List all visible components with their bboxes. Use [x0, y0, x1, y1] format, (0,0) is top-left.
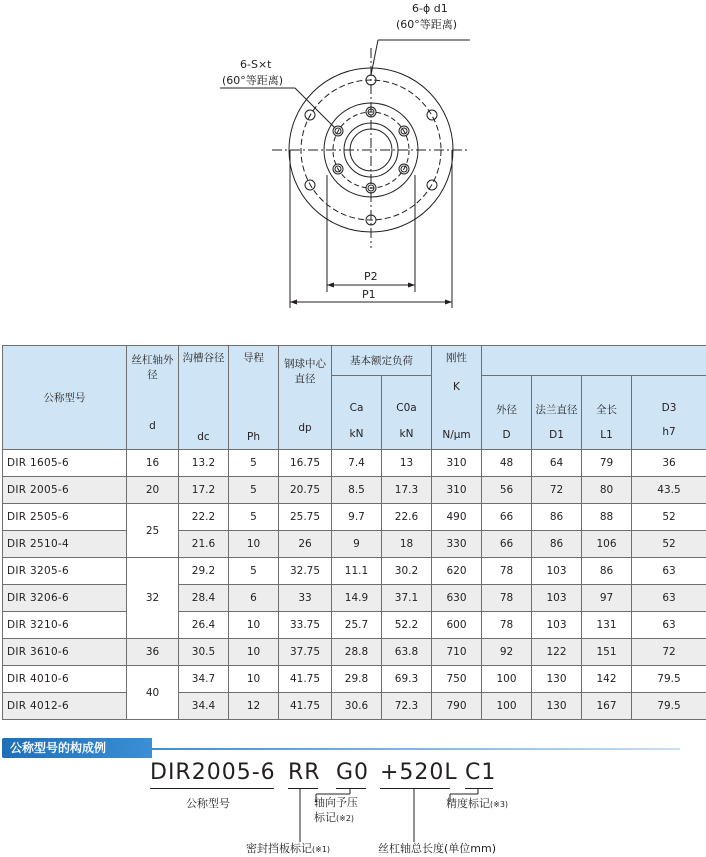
header-shaft-od: 丝杠轴外径 d: [127, 346, 179, 450]
header-flange: 法兰直径 D1: [532, 376, 582, 450]
tapped-note: (60°等距离): [222, 74, 283, 87]
cell-ph: 5: [229, 450, 279, 477]
cell-k: 600: [432, 612, 482, 639]
holes-leader: [371, 40, 378, 75]
cell-ph: 6: [229, 585, 279, 612]
cell-d: 40: [127, 666, 179, 720]
cell-model: DIR 2005-6: [3, 477, 127, 504]
cell-model: DIR 2510-4: [3, 531, 127, 558]
cell-d: 20: [127, 477, 179, 504]
cell-ca: 30.6: [332, 693, 382, 720]
cell-d3: 43.5: [632, 477, 706, 504]
cell-d1: 122: [532, 639, 582, 666]
cell-k: 490: [432, 504, 482, 531]
code-model: DIR2005-6: [150, 760, 276, 786]
cell-d: 32: [127, 558, 179, 639]
cell-d3: 52: [632, 531, 706, 558]
cell-k: 330: [432, 531, 482, 558]
cell-d: 100: [482, 666, 532, 693]
cell-l1: 86: [582, 558, 632, 585]
spec-table: [2, 345, 706, 720]
cell-l1: 167: [582, 693, 632, 720]
cell-d3: 63: [632, 585, 706, 612]
header-groove: 沟槽谷径 dc: [179, 346, 229, 450]
cell-c0a: 22.6: [382, 504, 432, 531]
holes-note: (60°等距离): [396, 18, 457, 31]
table-row: [3, 585, 706, 612]
p1-label: P1: [362, 288, 376, 301]
cell-k: 750: [432, 666, 482, 693]
cell-d3: 52: [632, 504, 706, 531]
cell-k: 310: [432, 450, 482, 477]
cell-ph: 5: [229, 558, 279, 585]
example-section-title: 公称型号的构成例: [2, 738, 152, 758]
cell-dp: 37.75: [279, 639, 332, 666]
cell-d1: 72: [532, 477, 582, 504]
cell-model: DIR 2505-6: [3, 504, 127, 531]
cell-d1: 64: [532, 450, 582, 477]
cell-c0a: 63.8: [382, 639, 432, 666]
code-length: +520L: [380, 760, 458, 786]
cell-d: 92: [482, 639, 532, 666]
cell-l1: 80: [582, 477, 632, 504]
cell-l1: 79: [582, 450, 632, 477]
cell-d: 66: [482, 531, 532, 558]
header-blank: [482, 346, 706, 376]
cell-l1: 97: [582, 585, 632, 612]
cell-ca: 7.4: [332, 450, 382, 477]
cell-ca: 25.7: [332, 612, 382, 639]
cell-ca: 28.8: [332, 639, 382, 666]
cell-dc: 21.6: [179, 531, 229, 558]
cell-dc: 34.4: [179, 693, 229, 720]
cell-l1: 151: [582, 639, 632, 666]
cell-d: 36: [127, 639, 179, 666]
table-row: [3, 558, 706, 585]
label-length: 丝杠轴总长度(单位mm): [378, 842, 496, 856]
label-model: 公称型号: [186, 797, 230, 811]
cell-d: 100: [482, 693, 532, 720]
cell-ph: 10: [229, 531, 279, 558]
cell-ph: 5: [229, 477, 279, 504]
table-row: [3, 450, 706, 477]
cell-model: DIR 4010-6: [3, 666, 127, 693]
cell-d3: 79.5: [632, 666, 706, 693]
cell-dp: 20.75: [279, 477, 332, 504]
code-preload: G0: [336, 760, 369, 786]
header-rigidity: 刚性 K N/μm: [432, 346, 482, 450]
cell-dc: 29.2: [179, 558, 229, 585]
cell-d: 78: [482, 585, 532, 612]
cell-d1: 103: [532, 558, 582, 585]
cell-dc: 34.7: [179, 666, 229, 693]
cell-dc: 26.4: [179, 612, 229, 639]
cell-dc: 22.2: [179, 504, 229, 531]
cell-dp: 26: [279, 531, 332, 558]
cell-d1: 86: [532, 504, 582, 531]
label-preload-2: 标记(※2): [314, 811, 354, 826]
cell-model: DIR 3205-6: [3, 558, 127, 585]
cell-d: 25: [127, 504, 179, 558]
cell-k: 630: [432, 585, 482, 612]
cell-dp: 33: [279, 585, 332, 612]
cell-c0a: 72.3: [382, 693, 432, 720]
cell-d1: 130: [532, 693, 582, 720]
cell-dp: 41.75: [279, 666, 332, 693]
code-accuracy: C1: [465, 760, 496, 786]
cell-d: 48: [482, 450, 532, 477]
cell-ca: 14.9: [332, 585, 382, 612]
cell-d3: 63: [632, 612, 706, 639]
header-rated-load: 基本额定负荷: [332, 346, 432, 376]
cell-c0a: 69.3: [382, 666, 432, 693]
cell-c0a: 13: [382, 450, 432, 477]
cell-d1: 130: [532, 666, 582, 693]
cell-dp: 25.75: [279, 504, 332, 531]
header-od: 外径 D: [482, 376, 532, 450]
cell-d: 78: [482, 612, 532, 639]
cell-d3: 72: [632, 639, 706, 666]
cell-model: DIR 1605-6: [3, 450, 127, 477]
cell-c0a: 17.3: [382, 477, 432, 504]
table-row: [3, 477, 706, 504]
cell-d: 16: [127, 450, 179, 477]
cell-dp: 32.75: [279, 558, 332, 585]
cell-d1: 103: [532, 585, 582, 612]
cell-d1: 103: [532, 612, 582, 639]
p2-label: P2: [364, 270, 378, 283]
header-lead: 导程 Ph: [229, 346, 279, 450]
cell-l1: 106: [582, 531, 632, 558]
header-ball-pcd: 钢球中心直径 dp: [279, 346, 332, 450]
cell-dp: 16.75: [279, 450, 332, 477]
cell-k: 710: [432, 639, 482, 666]
cell-k: 620: [432, 558, 482, 585]
cell-l1: 88: [582, 504, 632, 531]
cell-ph: 10: [229, 612, 279, 639]
cell-d: 56: [482, 477, 532, 504]
cell-ph: 10: [229, 666, 279, 693]
cell-dc: 28.4: [179, 585, 229, 612]
header-d3: D3 h7: [632, 376, 706, 450]
table-row: [3, 531, 706, 558]
tapped-label: 6-S×t: [240, 58, 271, 71]
cell-c0a: 18: [382, 531, 432, 558]
table-row: [3, 639, 706, 666]
example-title-rule: [150, 748, 680, 750]
cell-d3: 36: [632, 450, 706, 477]
cell-dp: 41.75: [279, 693, 332, 720]
label-seal: 密封挡板标记(※1): [246, 842, 330, 857]
cell-d3: 79.5: [632, 693, 706, 720]
cell-d: 66: [482, 504, 532, 531]
cell-c0a: 52.2: [382, 612, 432, 639]
cell-model: DIR 3610-6: [3, 639, 127, 666]
table-row: [3, 612, 706, 639]
cell-ph: 5: [229, 504, 279, 531]
table-row: [3, 693, 706, 720]
header-model: 公称型号: [3, 346, 127, 450]
label-preload: 轴向予压: [314, 796, 358, 810]
cell-l1: 142: [582, 666, 632, 693]
cell-l1: 131: [582, 612, 632, 639]
cell-c0a: 30.2: [382, 558, 432, 585]
cell-model: DIR 3206-6: [3, 585, 127, 612]
cell-ca: 8.5: [332, 477, 382, 504]
cell-k: 310: [432, 477, 482, 504]
cell-d1: 86: [532, 531, 582, 558]
flange-drawing: [0, 0, 706, 340]
code-seal: RR: [288, 760, 321, 786]
cell-model: DIR 3210-6: [3, 612, 127, 639]
cell-ca: 29.8: [332, 666, 382, 693]
cell-d3: 63: [632, 558, 706, 585]
cell-c0a: 37.1: [382, 585, 432, 612]
header-length: 全长 L1: [582, 376, 632, 450]
cell-d: 78: [482, 558, 532, 585]
label-accuracy: 精度标记(※3): [446, 797, 508, 812]
cell-model: DIR 4012-6: [3, 693, 127, 720]
holes-label: 6-ϕ d1: [412, 2, 448, 15]
cell-ph: 12: [229, 693, 279, 720]
cell-dc: 13.2: [179, 450, 229, 477]
header-c0a: C0a kN: [382, 376, 432, 450]
cell-ca: 9: [332, 531, 382, 558]
header-ca: Ca kN: [332, 376, 382, 450]
table-row: [3, 504, 706, 531]
table-row: [3, 666, 706, 693]
cell-ca: 11.1: [332, 558, 382, 585]
cell-ca: 9.7: [332, 504, 382, 531]
cell-ph: 10: [229, 639, 279, 666]
cell-dc: 30.5: [179, 639, 229, 666]
cell-k: 790: [432, 693, 482, 720]
cell-dp: 33.75: [279, 612, 332, 639]
cell-dc: 17.2: [179, 477, 229, 504]
